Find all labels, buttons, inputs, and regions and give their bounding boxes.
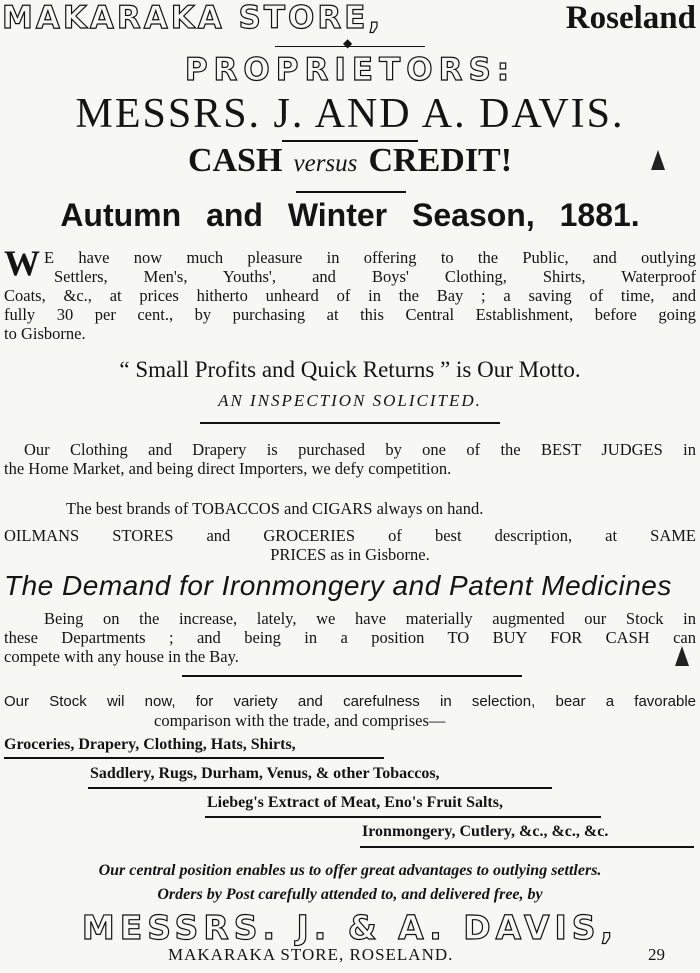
- footer-ref: 29: [648, 945, 665, 964]
- demand-line-3: compete with any house in the Bay.: [4, 647, 239, 666]
- goods-rule-2: [88, 787, 552, 789]
- print-mark: [648, 150, 666, 170]
- store-header: [0, 0, 700, 40]
- proprietors-label: PROPRIETORS:: [184, 52, 516, 88]
- goods-rule-4: [360, 846, 694, 848]
- goods-rule-1: [4, 757, 384, 759]
- motto: “ Small Profits and Quick Returns ” is Our Motto.: [119, 357, 581, 382]
- inspection-solicited: AN INSPECTION SOLICITED.: [218, 391, 482, 410]
- intro-dropcap: W: [4, 243, 40, 283]
- closing-line-1: Our central position enables us to offer great advantages to outlying settlers.: [98, 862, 602, 879]
- cash-word: CASH: [187, 142, 283, 179]
- clothing-line-1: Our Clothing and Drapery is purchased by one of the BEST JUDGES in: [24, 440, 696, 459]
- intro-line-1: E have now much pleasure in offering to the Public, and outlying: [44, 248, 696, 267]
- intro-line-3: Coats, &c., at prices hitherto unheard of in the Bay ; a saving of time, and: [4, 286, 696, 305]
- clothing-line-2: the Home Market, and being direct Importers, we defy competition.: [4, 459, 452, 478]
- season-heading: Autumn and Winter Season, 1881.: [60, 197, 640, 233]
- header-ornament: [275, 42, 425, 52]
- tobacco-line: The best brands of TOBACCOS and CIGARS always on hand.: [66, 499, 484, 518]
- cash-credit-slogan: [0, 142, 700, 184]
- footer-owners: MESSRS. J. & A. DAVIS,: [81, 908, 619, 947]
- intro-line-2: Settlers, Men's, Youths', and Boys' Clothing, Shirts, Waterproof: [54, 267, 696, 286]
- demand-line-2: these Departments ; and being in a position TO BUY FOR CASH can: [4, 628, 696, 647]
- demand-heading: The Demand for Ironmongery and Patent Medicines: [4, 570, 672, 601]
- clothing-paragraph: [4, 440, 696, 478]
- owners-heading: MESSRS. J. AND A. DAVIS.: [75, 91, 625, 137]
- goods-item-3: Liebeg's Extract of Meat, Eno's Fruit Salts,: [207, 794, 503, 811]
- store-location: Roseland: [565, 0, 696, 36]
- demand-line-1: Being on the increase, lately, we have materially augmented our Stock in: [44, 609, 696, 628]
- goods-item-2: Saddlery, Rugs, Durham, Venus, & other Tobaccos,: [90, 765, 440, 782]
- footer-store: MAKARAKA STORE, ROSELAND.: [168, 945, 454, 964]
- stores-line-1: OILMANS STORES and GROCERIES of best description, at SAME: [4, 526, 696, 545]
- intro-line-5: to Gisborne.: [4, 324, 86, 343]
- print-mark-2: [672, 646, 690, 666]
- stock-line-1: Our Stock wil now, for variety and carefulness in selection, bear a favorable: [4, 693, 696, 710]
- slogan-rule: [296, 191, 406, 193]
- stock-line-2: comparison with the trade, and comprises—: [154, 711, 446, 730]
- demand-rule: [182, 675, 522, 677]
- goods-rule-3: [205, 816, 601, 818]
- store-name: MAKARAKA STORE,: [2, 0, 384, 36]
- goods-item-1: Groceries, Drapery, Clothing, Hats, Shirts,: [4, 736, 296, 753]
- credit-word: CREDIT!: [368, 142, 513, 179]
- intro-line-4: fully 30 per cent., by purchasing at this Central Establishment, before going: [4, 305, 696, 324]
- closing-line-2: Orders by Post carefully attended to, and delivered free, by: [157, 886, 543, 903]
- footer-store-row: [0, 945, 700, 971]
- inspection-rule: [200, 422, 500, 424]
- stores-paragraph: [4, 526, 696, 564]
- stock-paragraph: [4, 692, 696, 730]
- stores-line-2: PRICES as in Gisborne.: [270, 545, 430, 564]
- intro-paragraph: [4, 243, 696, 343]
- demand-paragraph: [4, 609, 696, 666]
- versus-word: versus: [293, 150, 358, 177]
- goods-item-4: Ironmongery, Cutlery, &c., &c., &c.: [362, 823, 609, 840]
